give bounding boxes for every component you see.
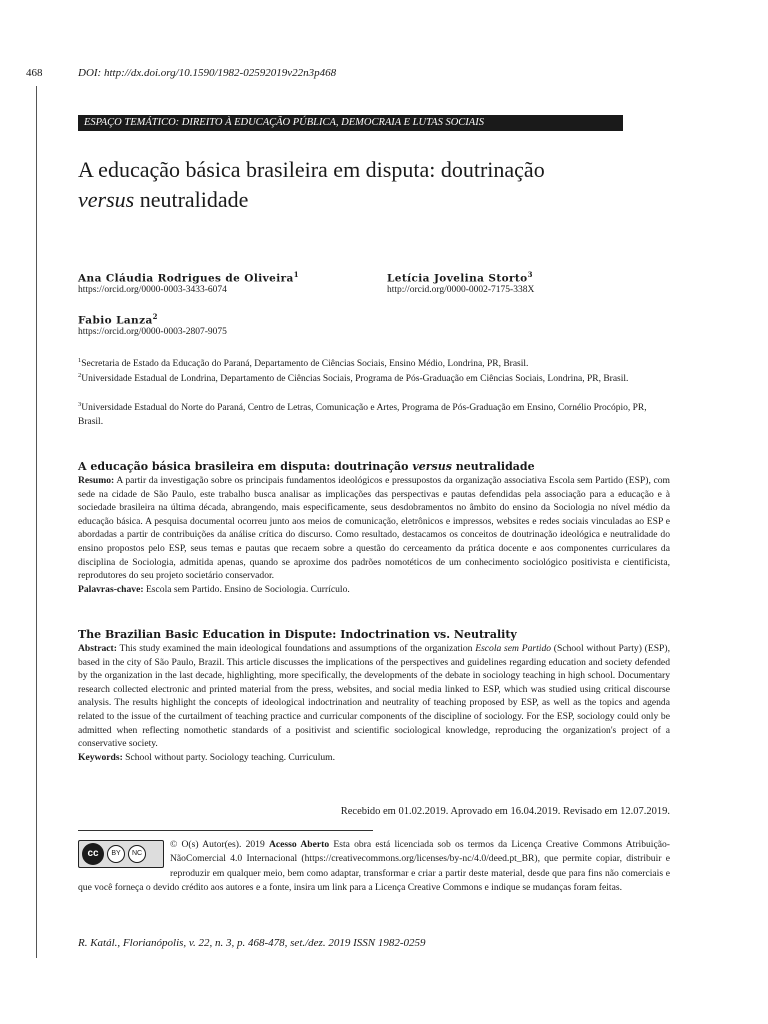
affil-text: Secretaria de Estado da Educação do Paraná, Departamento de Ciências Sociais, Ensino Médio, Londrina, PR, Brasil. — [81, 359, 529, 370]
margin-rule — [36, 86, 37, 958]
orcid-link[interactable]: http://orcid.org/0000-0002-7175-338X — [387, 284, 535, 295]
theme-banner: ESPAÇO TEMÁTICO: DIREITO À EDUCAÇÃO PÚBLICA, DEMOCRAIA E LUTAS SOCIAIS — [78, 115, 623, 131]
abstract-pt-heading — [78, 460, 670, 474]
abstract-italic: Escola sem Partido — [475, 643, 552, 654]
author-sup: 1 — [293, 270, 300, 279]
heading-text-end: neutralidade — [451, 460, 535, 473]
affil-sup: 1 — [78, 357, 82, 364]
abstract-text-end: (School without Party) (ESP), based in the city of São Paulo, Brazil. This article discusses the implications of the perspectives and guidelines regarding education and society defended by the organization in the last decade, highlighting, more specifically, the developments of the debate in sociology teaching in high school. Documentary research collected electronic and printed material from the press, websites, and social media linked to ESP, which was studied using critical discourse analysis. The results highlight the concepts of ideological indoctrination and neutrality of teaching proposed by ESP, as well as the topics and agenda related to the issue of the curtailment of teaching practice and curricular components of the discipline of sociology. For the ESP, sociology could only be admitted when reflecting nomothetic standards of a positivist and scientific sociological knowledge, reproducing the organization's project of a conservative society. — [78, 643, 670, 750]
abstract-en-heading: The Brazilian Basic Education in Dispute: Indoctrination vs. Neutrality — [78, 628, 517, 641]
title-text-end: neutralidade — [134, 187, 249, 212]
keywords-en — [78, 751, 670, 765]
abstract-label: Abstract: — [78, 643, 117, 654]
abstract-pt-body — [78, 474, 670, 583]
author-name: Letícia Jovelina Storto — [387, 272, 528, 285]
title-text: A educação básica brasileira em disputa: doutrinação — [78, 157, 545, 182]
heading-text: A educação básica brasileira em disputa: doutrinação — [78, 460, 413, 473]
journal-footer: R. Katál., Florianópolis, v. 22, n. 3, p. 468-478, set./dez. 2019 ISSN 1982-0259 — [78, 937, 426, 949]
by-icon: BY — [107, 845, 125, 863]
keywords-pt — [78, 583, 670, 597]
author-3 — [78, 312, 227, 337]
divider — [78, 830, 373, 831]
abstract-text: A partir da investigação sobre os principais fundamentos ideológicos e pressupostos da organização associativa Escola sem Partido (ESP), com sede na cidade de São Paulo, este trabalho busca analisar as implicações das perspectivas e pautas defendidas pela associação para a educação e à sociedade brasileira na última década, abrangendo, mais especificamente, seus desdobramentos no âmbito do ensino da Sociologia no nível médio da educação básica. A pesquisa documental ocorreu junto aos meios de comunicação, eletrônicos e impressos, websites e redes sociais vinculadas ao ESP e abordadas a partir de contribuições da análise crítica do discurso. Como resultado, destacamos os conceitos de doutrinação ideológica e neutralidade do ensino propostos pelo ESP, seus temas e pautas que recaem sobre a questão do cerceamento da prática docente e aos componentes curriculares da disciplina de Sociologia, admitida apenas, quando se aproxime dos padrões nomotéticos de um conhecimento sociológico positivista e cientificista, reprodutores do seu projeto societário conservador. — [78, 475, 670, 582]
author-sup: 2 — [152, 312, 158, 321]
affil-text: Universidade Estadual de Londrina, Departamento de Ciências Sociais, Programa de Pós-Graduação em Ciências Sociais, Londrina, PR, Brasil. — [81, 374, 629, 385]
author-name: Fabio Lanza — [78, 314, 153, 327]
abstract-en-body — [78, 642, 670, 751]
author-sup: 3 — [527, 270, 533, 279]
nc-icon: NC — [128, 845, 146, 863]
keywords-text: Escola sem Partido. Ensino de Sociologia. Currículo. — [143, 583, 350, 595]
title-italic: versus — [78, 187, 135, 212]
affiliation-2 — [78, 369, 668, 386]
affil-text: Universidade Estadual do Norte do Paraná, Centro de Letras, Comunicação e Artes, Programa de Pós-Graduação em Ensino, Cornélio Procópio, PR, Brasil. — [78, 403, 647, 428]
abstract-pt — [78, 460, 670, 596]
license-block — [78, 838, 670, 896]
received-dates: Recebido em 01.02.2019. Aprovado em 16.04.2019. Revisado em 12.07.2019. — [340, 806, 670, 817]
author-name: Ana Cláudia Rodrigues de Oliveira — [78, 272, 294, 285]
abstract-en — [78, 628, 670, 764]
affil-sup: 2 — [78, 372, 82, 379]
copyright-text: © O(s) Autor(es). 2019 — [170, 839, 269, 850]
license-text: Esta obra está licenciada sob os termos da Licença Creative Commons Atribuição-NãoComercial 4.0 Internacional (https://creativecommons.org/licenses/by-nc/4.0/deed.pt_BR), que permite copiar, distribuir e reproduzir em qualquer meio, bem como adaptar, transformar e criar a partir deste material, desde que para fins não comerciais e que você forneça o devido crédito aos autores e a fonte, insira um link para a Licença Creative Commons e indique se mudanças foram feitas. — [78, 839, 670, 894]
author-1 — [78, 270, 299, 295]
abstract-label: Resumo: — [78, 475, 115, 486]
abstract-text: This study examined the main ideological foundations and assumptions of the organization — [116, 643, 476, 654]
affil-sup: 3 — [78, 401, 82, 408]
cc-license-badge[interactable] — [78, 840, 164, 868]
affiliation-3 — [78, 398, 668, 429]
page-number: 468 — [26, 67, 43, 79]
orcid-link[interactable]: https://orcid.org/0000-0003-2807-9075 — [78, 326, 227, 337]
keywords-label: Palavras-chave: — [78, 583, 144, 595]
doi-link[interactable]: DOI: http://dx.doi.org/10.1590/1982-02592019v22n3p468 — [78, 67, 337, 79]
keywords-text: School without party. Sociology teaching. Curriculum. — [122, 751, 336, 763]
cc-icon: cc — [82, 843, 104, 865]
keywords-label: Keywords: — [78, 751, 123, 763]
article-title — [78, 155, 698, 215]
author-2 — [387, 270, 534, 295]
open-access-label: Acesso Aberto — [268, 839, 330, 850]
orcid-link[interactable]: https://orcid.org/0000-0003-3433-6074 — [78, 284, 227, 295]
heading-italic: versus — [412, 460, 452, 473]
